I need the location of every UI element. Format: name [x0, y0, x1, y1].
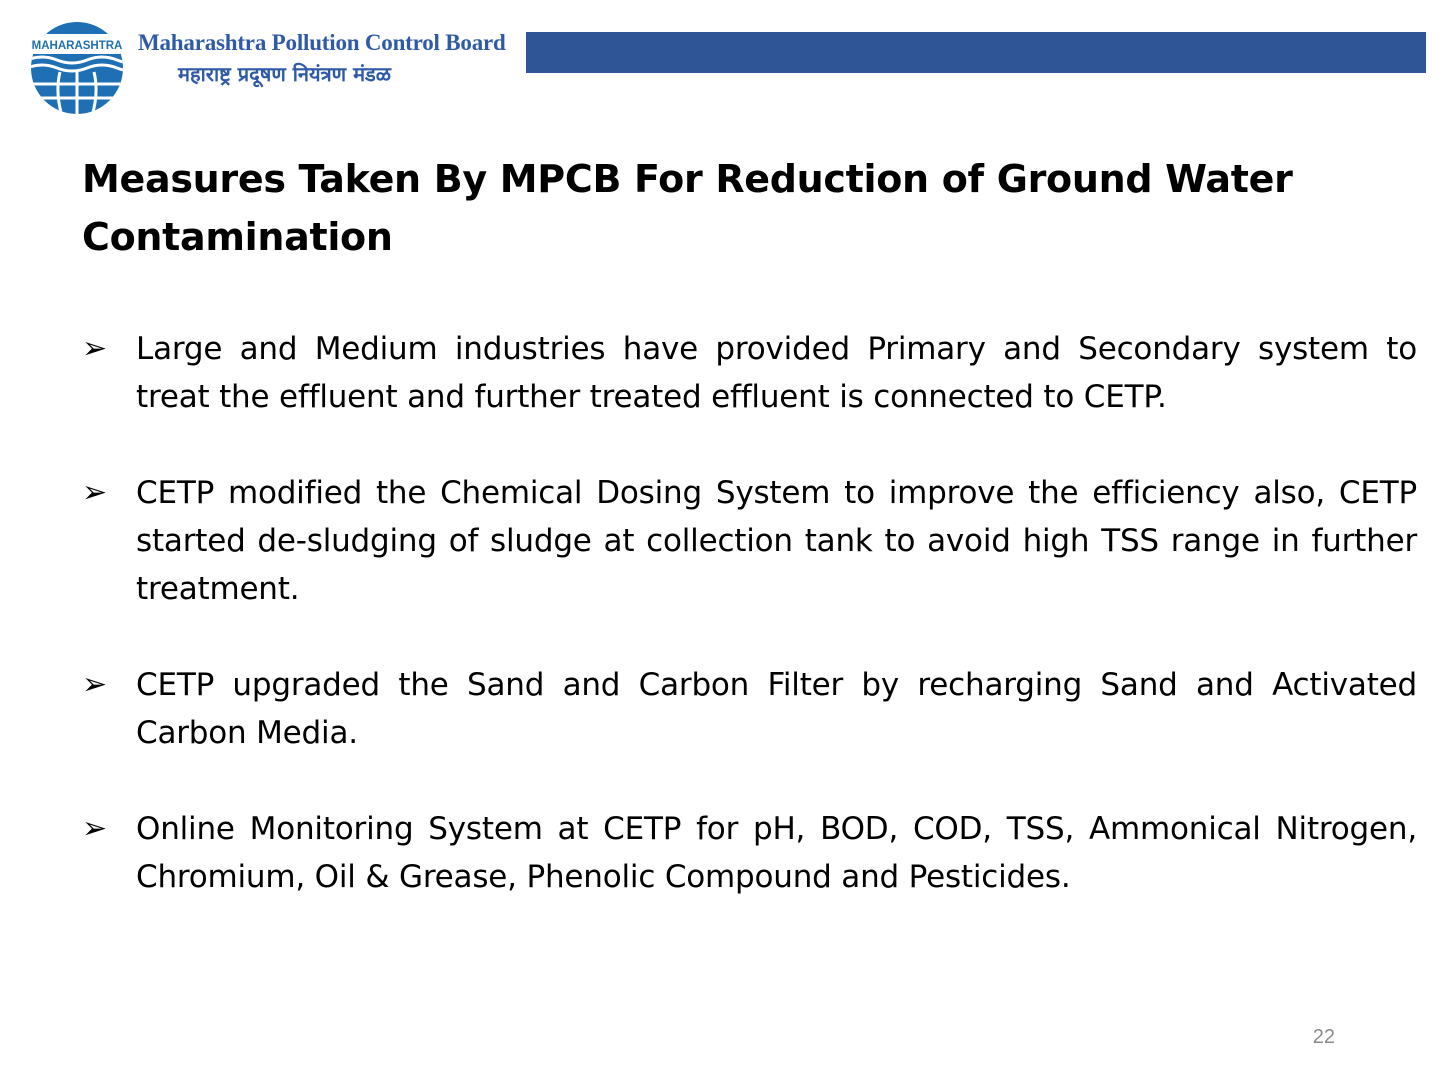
list-item	[82, 469, 1417, 613]
arrow-bullet-icon: ➢	[82, 811, 108, 846]
list-item	[82, 661, 1417, 757]
bullet-text: CETP upgraded the Sand and Carbon Filter by recharging Sand and Activated Carbon Media.	[136, 667, 1417, 751]
arrow-bullet-icon: ➢	[82, 331, 108, 366]
header-bar	[526, 32, 1426, 73]
slide-title: Measures Taken By MPCB For Reduction of Ground Water Contamination	[82, 157, 1293, 259]
list-item	[82, 325, 1417, 421]
logo-badge: MAHARASHTRA	[31, 40, 123, 52]
org-name-block	[138, 30, 518, 87]
org-name-marathi: महाराष्ट्र प्रदूषण नियंत्रण मंडळ	[178, 62, 391, 86]
list-item	[82, 805, 1417, 901]
page-number: 22	[1312, 1026, 1335, 1048]
org-name-english: Maharashtra Pollution Control Board	[138, 30, 506, 55]
bullet-list	[82, 325, 1417, 949]
bullet-text: Online Monitoring System at CETP for pH, BOD, COD, TSS, Ammonical Nitrogen, Chromium, Oil & Grease, Phenolic Compound and Pesticides.	[136, 811, 1417, 895]
bullet-text: Large and Medium industries have provided Primary and Secondary system to treat the effluent and further treated effluent is connected to CETP.	[136, 331, 1417, 415]
arrow-bullet-icon: ➢	[82, 667, 108, 702]
arrow-bullet-icon: ➢	[82, 475, 108, 510]
bullet-text: CETP modified the Chemical Dosing System to improve the efficiency also, CETP started de-sludging of sludge at collection tank to avoid high TSS range in further treatment.	[136, 475, 1417, 607]
mpcb-logo-icon	[22, 12, 132, 116]
